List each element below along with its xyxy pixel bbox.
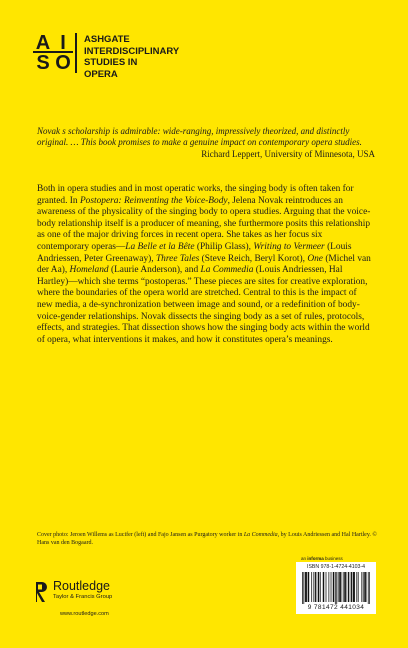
- barcode-bar: [346, 572, 347, 602]
- barcode-bar: [320, 572, 321, 602]
- logo-letter: O: [55, 52, 71, 74]
- series-title-line: OPERA: [84, 68, 118, 80]
- barcode-bar: [333, 572, 334, 602]
- barcode-bar: [351, 572, 352, 602]
- endorsement-quote: Novak s scholarship is admirable: wide-ranging, impressively theorized, and distinctly original. … This book promises to make a genuine impact on contemporary opera studies.: [37, 126, 362, 148]
- barcode-bar: [348, 572, 349, 602]
- barcode-icon: [302, 572, 370, 604]
- text-run: (Steve Reich, Beryl Korot),: [199, 253, 308, 264]
- barcode-bar: [341, 572, 342, 602]
- italic-title-run: La Commedia: [243, 532, 278, 538]
- barcode-number: 9 781472 441034: [307, 604, 365, 611]
- barcode-bar: [363, 572, 364, 602]
- informa-brand: informa: [307, 556, 324, 561]
- barcode-bar: [338, 572, 339, 602]
- text-run: (Louis Andriessen, Hal Hartley)—which she terms “postoperas.” These pieces are sites for creative exploration, where the boundaries of the opera world are stretched. Central to this is the impact of new media, a de-synchronization between image and sound, or a redefinition of body-voice-gender relationships. Novak dissects the singing body as a set of rules, protocols, effects, and strategies. That dissection shows how the singing body acts within the world of opera, what interventions it makes, and how it constitutes opera’s meanings.: [37, 265, 370, 345]
- publisher-name: Routledge: [53, 579, 110, 593]
- barcode-bar: [323, 572, 324, 602]
- series-title-line: STUDIES IN: [84, 57, 138, 68]
- italic-title-run: Writing to Vermeer: [253, 241, 325, 252]
- barcode-bar: [335, 572, 336, 604]
- barcode-bar: [340, 572, 341, 602]
- informa-business-tag: [301, 556, 343, 561]
- barcode-bar: [331, 572, 332, 602]
- barcode-bar: [349, 572, 350, 602]
- barcode-bar: [305, 572, 306, 602]
- barcode-bar: [369, 572, 370, 604]
- barcode-bar: [353, 572, 354, 602]
- barcode-bar: [328, 572, 329, 602]
- barcode-bar: [351, 572, 352, 602]
- text-run: (Louis Andriessen, Peter Greenaway),: [37, 241, 352, 264]
- series-title-line: ASHGATE: [84, 34, 130, 45]
- publisher-group: Taylor & Francis Group: [53, 594, 113, 600]
- italic-title-run: Three Tales: [155, 253, 200, 264]
- barcode-bar: [365, 572, 366, 602]
- italic-title-run: La Commedia: [200, 265, 254, 276]
- text-run: (Michel van der Aa),: [37, 253, 371, 276]
- text-run: , by Louis Andriessen and Hal Hartley. © Hans van den Bogaard.: [37, 532, 377, 546]
- italic-title-run: One: [307, 253, 323, 264]
- barcode-box: [296, 562, 376, 614]
- barcode-bar: [308, 572, 309, 602]
- text-run: , Jelena Novak reintroduces an awareness of the physicality of the singing body to opera studies. Arguing that the voice-body relationship itself is a producer of meaning, she furthermore posits this relationship as one of the major driving forces in recent opera. She takes as her focus six contemporary operas—: [37, 195, 371, 252]
- barcode-bar: [315, 572, 316, 602]
- barcode-bar: [345, 572, 346, 602]
- informa-suffix: business: [323, 556, 343, 561]
- barcode-bar: [339, 572, 340, 602]
- text-run: (Laurie Anderson), and: [108, 265, 201, 276]
- barcode-bar: [323, 572, 324, 602]
- barcode-bar: [366, 572, 367, 602]
- barcode-bar: [311, 572, 312, 602]
- barcode-bar: [364, 572, 365, 602]
- logo-letter: A: [33, 33, 53, 53]
- text-run: Cover photo: Jeroen Willems as Lucifer (left) and Fajo Jansen as Purgatory worker in: [37, 532, 244, 538]
- barcode-bar: [306, 572, 307, 602]
- barcode-bar: [333, 572, 334, 602]
- italic-title-run: Homeland: [69, 265, 109, 276]
- barcode-bar: [326, 572, 327, 602]
- quote-attribution: Richard Leppert, University of Minnesota, USA: [201, 149, 375, 159]
- aiso-logo: [33, 33, 77, 73]
- barcode-bar: [313, 572, 314, 602]
- barcode-bar: [303, 572, 304, 604]
- barcode-bar: [308, 572, 309, 602]
- italic-title-run: La Belle et la Bête: [125, 241, 195, 252]
- series-title: [84, 33, 179, 80]
- series-title-line: INTERDISCIPLINARY: [84, 45, 180, 57]
- barcode-bar: [343, 572, 344, 602]
- barcode-bar: [368, 572, 369, 604]
- cover-photo-credit: [37, 531, 381, 547]
- publisher-url[interactable]: www.routledge.com: [60, 611, 109, 617]
- isbn-text: ISBN 978-1-4724-4103-4: [307, 564, 365, 570]
- barcode-bar: [354, 572, 355, 602]
- barcode-bar: [356, 572, 357, 602]
- publisher-block: [34, 580, 112, 604]
- text-run: Both in opera studies and in most operatic works, the singing body is often taken for granted. In: [37, 184, 354, 206]
- barcode-bar: [354, 572, 355, 602]
- routledge-logo-icon: [34, 580, 48, 604]
- barcode-bar: [361, 572, 362, 602]
- barcode-bar: [318, 572, 319, 602]
- barcode-bar: [358, 572, 359, 602]
- barcode-bar: [318, 572, 319, 602]
- logo-letter: S: [36, 52, 50, 74]
- book-description: [37, 184, 373, 346]
- barcode-bar: [316, 572, 317, 602]
- barcode-bar: [306, 572, 307, 602]
- series-branding: [33, 33, 179, 80]
- logo-letter: I: [53, 33, 73, 53]
- italic-title-run: Postopera: Reinventing the Voice-Body: [79, 195, 228, 206]
- informa-prefix: an: [301, 556, 308, 561]
- barcode-bar: [336, 572, 337, 604]
- barcode-bar: [302, 572, 303, 604]
- barcode-bar: [344, 572, 345, 602]
- text-run: (Philip Glass),: [194, 241, 254, 252]
